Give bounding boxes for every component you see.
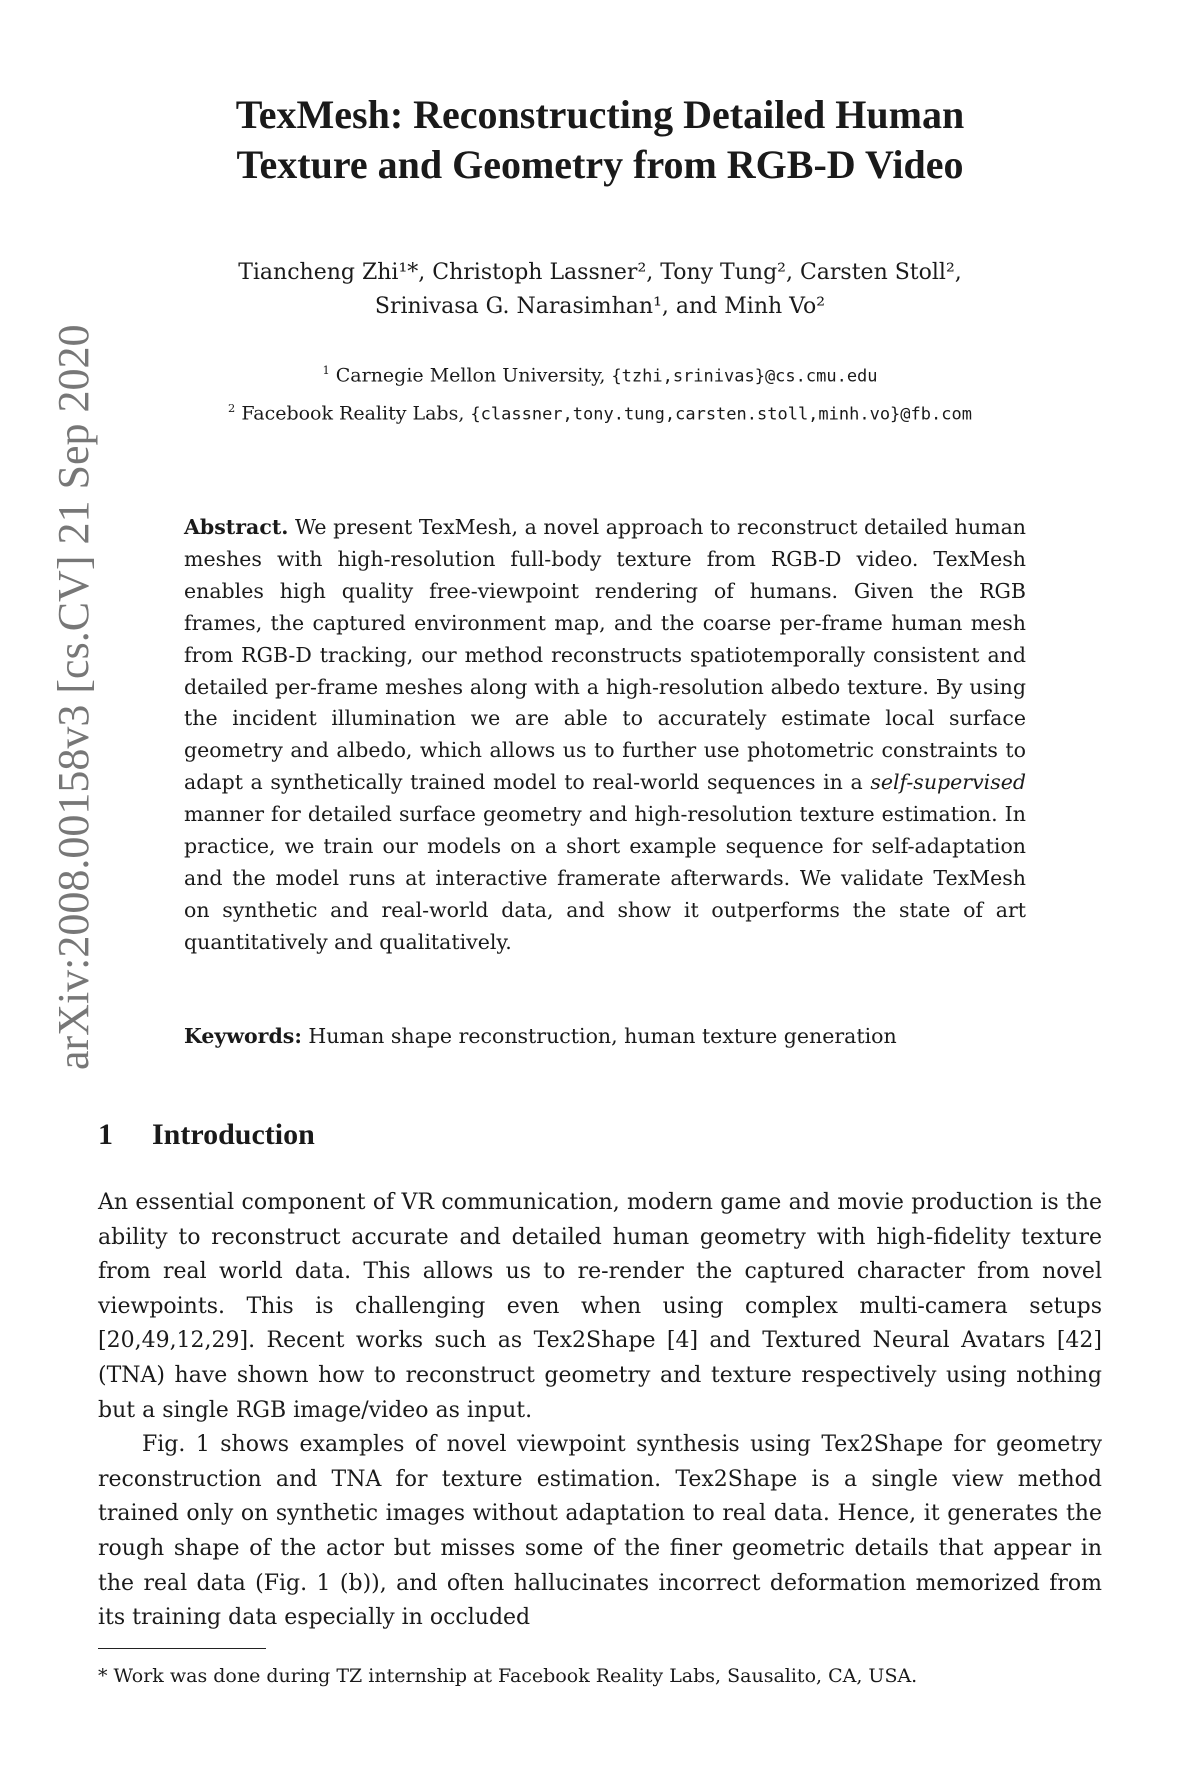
affiliation-emails: {classner,tony.tung,carsten.stoll,minh.vo}@fb.com <box>470 404 972 425</box>
affiliation-emails: {tzhi,srinivas}@cs.cmu.edu <box>611 366 878 387</box>
keywords <box>184 1020 1026 1052</box>
arxiv-stamp: arXiv:2008.00158v3 [cs.CV] 21 Sep 2020 <box>49 324 98 1070</box>
paragraph: An essential component of VR communication, modern game and movie production is the ability to reconstruct accurate and detailed human geometry with high-fidelity texture from real world data. This allows us to re-render the captured character from novel viewpoints. This is challenging even when using complex multi-camera setups [20,49,12,29]. Recent works such as Tex2Shape [4] and Textured Neural Avatars [42] (TNA) have shown how to reconstruct geometry and texture respectively using nothing but a single RGB image/video as input. <box>98 1190 1102 1423</box>
title-line-1: TexMesh: Reconstructing Detailed Human <box>235 92 965 137</box>
paragraph: Fig. 1 shows examples of novel viewpoint synthesis using Tex2Shape for geometry reconstruction and TNA for texture estimation. Tex2Shape is a single view method trained only on synthetic images without adaptation to real data. Hence, it generates the rough shape of the actor but misses some of the finer geometric details that appear in the real data (Fig. 1 (b)), and often hallucinates incorrect deformation memorized from its training data especially in occluded <box>98 1432 1102 1631</box>
section-title: Introduction <box>152 1118 315 1151</box>
authors-line-2: Srinivasa G. Narasimhan¹, and Minh Vo² <box>374 294 826 319</box>
abstract-text-a: We present TexMesh, a novel approach to reconstruct detailed human meshes with high-resolution full-body texture from RGB-D video. TexMesh enables high quality free-viewpoint rendering of humans. Given the RGB frames, the captured environment map, and the coarse per-frame human mesh from RGB-D tracking, our method reconstructs spatiotemporally consistent and detailed per-frame meshes along with a high-resolution albedo texture. By using the incident illumination we are able to accurately estimate local surface geometry and albedo, which allows us to further use photometric constraints to adapt a synthetically trained model to real-world sequences in a <box>184 515 1026 795</box>
authors-line-1: Tiancheng Zhi¹*, Christoph Lassner², Tony Tung², Carsten Stoll², <box>238 260 962 285</box>
abstract-emphasis: self-supervised <box>870 770 1026 795</box>
keywords-text: Human shape reconstruction, human texture generation <box>301 1024 897 1048</box>
affiliation-name: Carnegie Mellon University, <box>335 364 612 387</box>
section-number: 1 <box>98 1118 113 1151</box>
abstract-text-b: manner for detailed surface geometry and high-resolution texture estimation. In practice, we train our models on a short example sequence for self-adaptation and the model runs at interactive framerate afterwards. We validate TexMesh on synthetic and real-world data, and show it outperforms the state of art quantitatively and qualitatively. <box>184 802 1026 954</box>
title-line-2: Texture and Geometry from RGB-D Video <box>236 142 964 187</box>
abstract <box>184 512 1026 959</box>
footnote-rule <box>98 1648 266 1649</box>
affiliations <box>100 354 1100 431</box>
abstract-label: Abstract. <box>184 515 289 539</box>
affiliation-1 <box>100 354 1100 392</box>
affiliation-name: Facebook Reality Labs, <box>241 402 471 425</box>
paper-title <box>120 90 1080 190</box>
affiliation-mark: 2 <box>228 401 236 416</box>
author-list <box>120 256 1080 324</box>
footnote: * Work was done during TZ internship at Facebook Reality Labs, Sausalito, CA, USA. <box>98 1665 918 1687</box>
affiliation-2 <box>100 392 1100 430</box>
keywords-label: Keywords: <box>184 1024 302 1048</box>
intro-body <box>98 1186 1102 1636</box>
section-heading <box>98 1118 315 1152</box>
affiliation-mark: 1 <box>322 363 330 377</box>
